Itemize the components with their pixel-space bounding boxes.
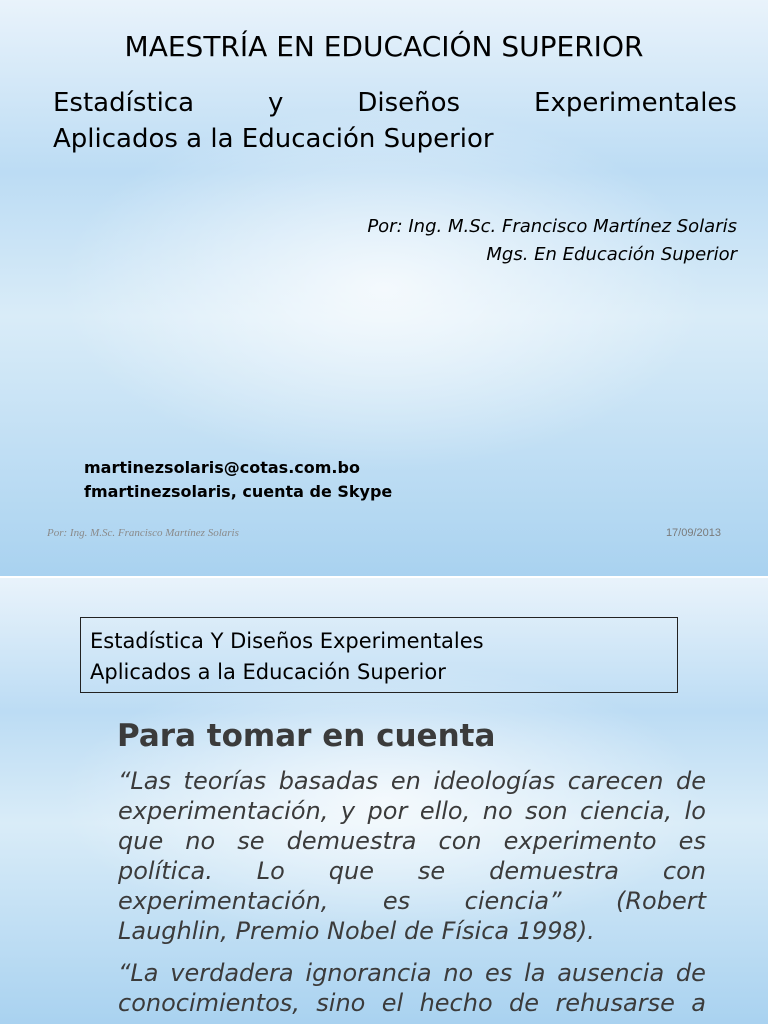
author-degree: Mgs. En Educación Superior — [486, 244, 737, 265]
quote-word: demuestra — [489, 857, 619, 885]
quote-line — [118, 796, 706, 826]
quote-word: carecen — [567, 767, 664, 795]
quote-word: experimentación, — [118, 797, 329, 825]
subtitle-line-2: Aplicados a la Educación Superior — [53, 124, 494, 154]
quote-ignorance — [118, 958, 706, 1018]
quote-word: sino — [316, 989, 366, 1017]
quote-word: es — [485, 959, 513, 987]
quote-line — [118, 886, 706, 916]
boxed-course-title — [80, 617, 678, 693]
quote-line — [118, 856, 706, 886]
quote-line: Laughlin, Premio Nobel de Física 1998). — [118, 917, 595, 945]
footer-author: Por: Ing. M.Sc. Francisco Martínez Solaris — [47, 527, 239, 539]
contact-email: martinezsolaris@cotas.com.bo — [84, 458, 360, 477]
quote-word: con — [438, 827, 482, 855]
quote-word: política. — [118, 857, 213, 885]
quote-word: Lo — [256, 857, 285, 885]
quote-word: ideologías — [433, 767, 556, 795]
quote-word: y — [340, 797, 356, 825]
section-heading: Para tomar en cuenta — [117, 718, 496, 754]
quote-word: no — [443, 959, 474, 987]
quote-word: en — [390, 767, 421, 795]
subtitle-word: y — [268, 88, 284, 118]
quote-word: ciencia, — [580, 797, 673, 825]
contact-skype: fmartinezsolaris, cuenta de Skype — [84, 482, 393, 501]
quote-word: teorías — [183, 767, 267, 795]
quote-line — [118, 766, 706, 796]
page-title: MAESTRÍA EN EDUCACIÓN SUPERIOR — [124, 30, 644, 63]
quote-word: de — [675, 767, 706, 795]
quote-word: experimento — [503, 827, 657, 855]
quote-word: no — [185, 827, 216, 855]
quote-word: “La — [118, 959, 159, 987]
quote-word: se — [237, 827, 265, 855]
quote-word: el — [381, 989, 404, 1017]
subtitle-line-1 — [53, 88, 737, 118]
slide-2 — [0, 578, 768, 1024]
quote-word: hecho — [419, 989, 493, 1017]
quote-word: de — [675, 959, 706, 987]
quote-word: rehusarse — [555, 989, 675, 1017]
quote-word: demuestra — [286, 827, 417, 855]
quote-word: que — [328, 857, 374, 885]
quote-word: se — [417, 857, 446, 885]
quote-word: verdadera — [170, 959, 294, 987]
quote-word: con — [662, 857, 706, 885]
boxed-title-line-2: Aplicados a la Educación Superior — [90, 660, 446, 684]
quote-laughlin — [118, 766, 706, 946]
boxed-title-line-1: Estadística Y Diseños Experimentales — [90, 629, 484, 653]
quote-word: es — [678, 827, 706, 855]
quote-word: (Robert — [616, 887, 706, 915]
quote-word: no — [482, 797, 513, 825]
quote-word: lo — [684, 797, 706, 825]
quote-word: a — [691, 989, 706, 1017]
quote-line — [118, 988, 706, 1018]
quote-word: basadas — [278, 767, 379, 795]
footer-date: 17/09/2013 — [665, 527, 721, 539]
quote-word: “Las — [118, 767, 172, 795]
quote-line — [118, 958, 706, 988]
quote-word: son — [525, 797, 568, 825]
quote-line — [118, 826, 706, 856]
subtitle-word: Diseños — [357, 88, 461, 118]
author-name: Por: Ing. M.Sc. Francisco Martínez Solaris — [367, 216, 737, 237]
quote-word: ello, — [419, 797, 471, 825]
quote-word: que — [118, 827, 164, 855]
quote-word: por — [367, 797, 408, 825]
quote-word: ciencia” — [464, 887, 562, 915]
subtitle-word: Experimentales — [534, 88, 737, 118]
quote-word: experimentación, — [118, 887, 329, 915]
quote-word: es — [382, 887, 411, 915]
quote-word: la — [524, 959, 546, 987]
quote-word: ignorancia — [305, 959, 432, 987]
quote-word: conocimientos, — [118, 989, 300, 1017]
subtitle-word: Estadística — [53, 88, 195, 118]
quote-word: ausencia — [557, 959, 665, 987]
quote-word: de — [509, 989, 540, 1017]
